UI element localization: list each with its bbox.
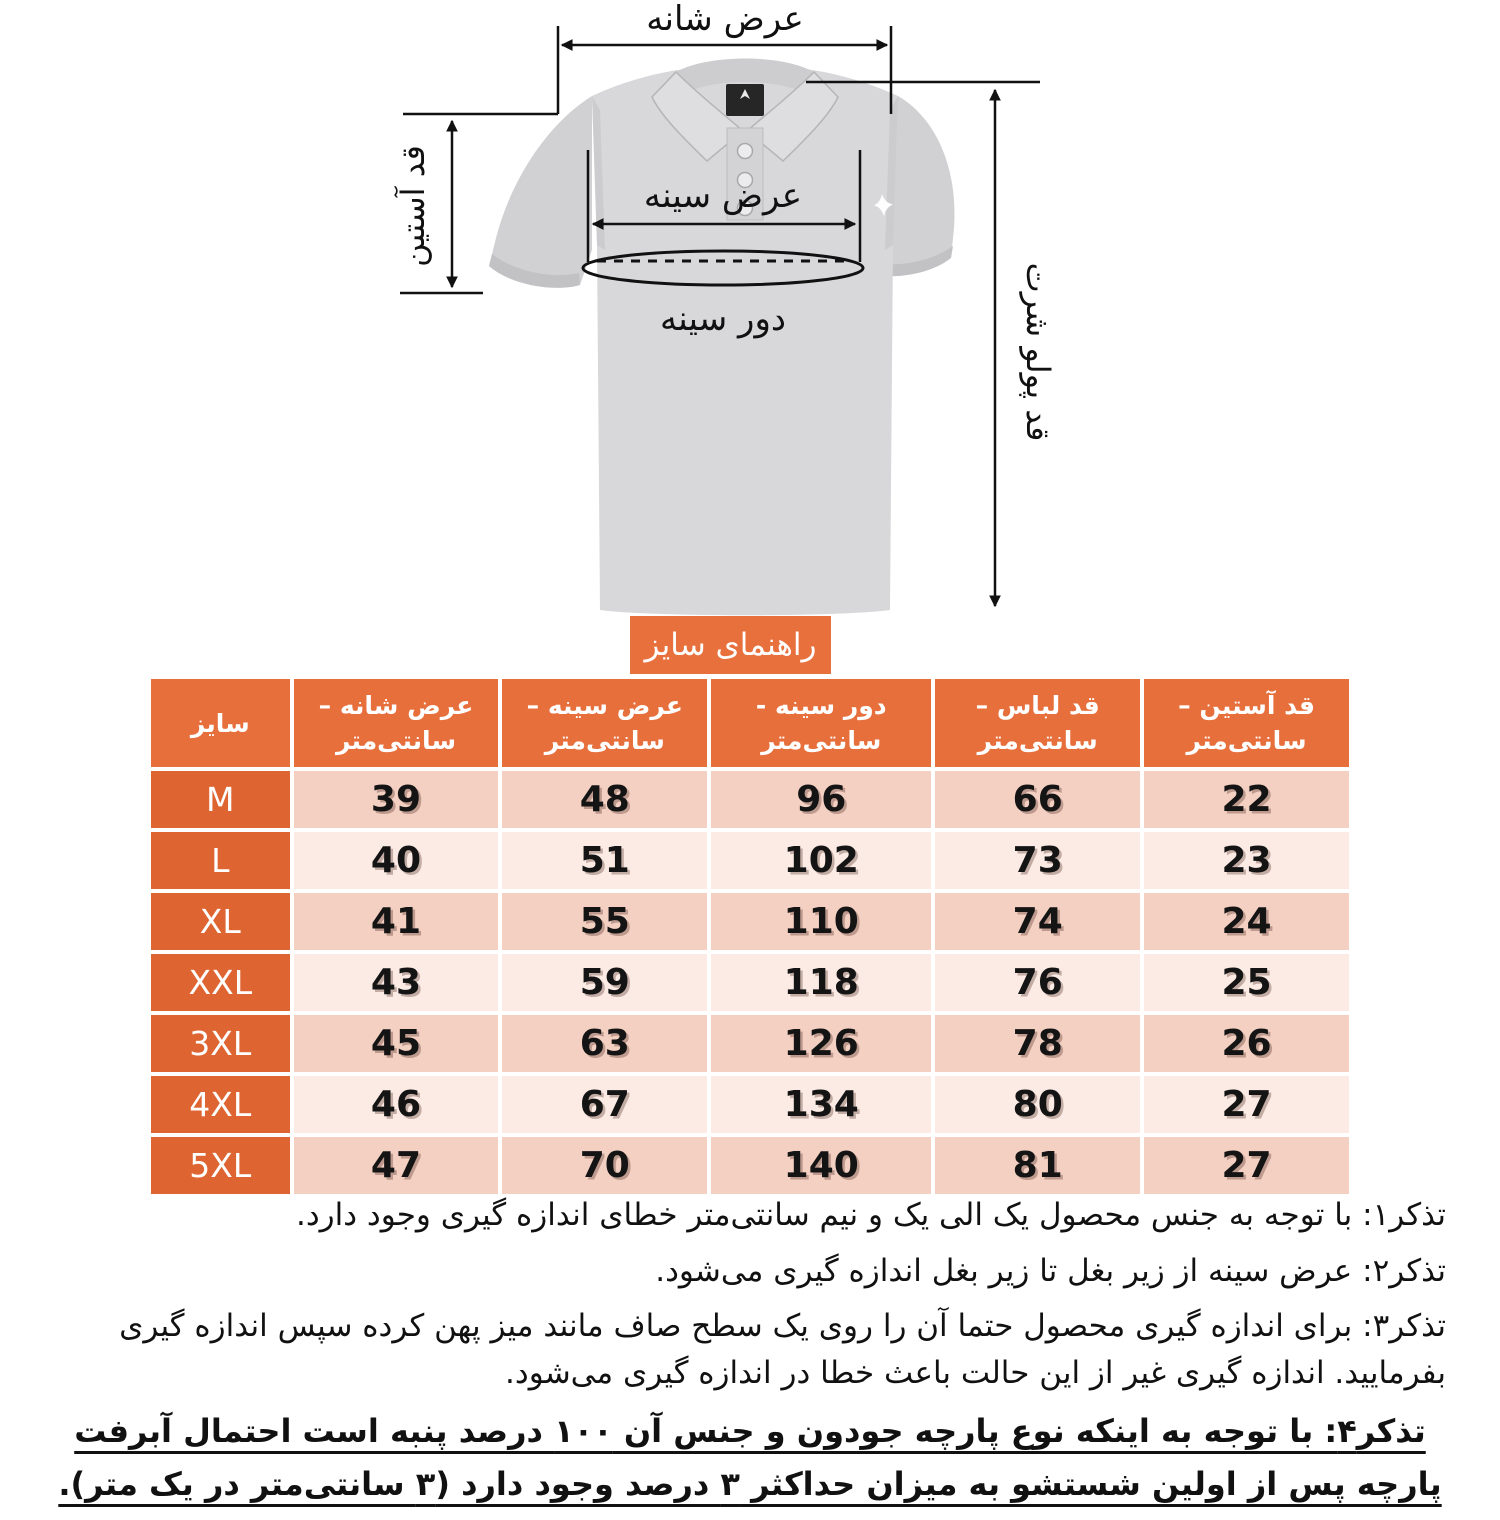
header-chest-circumference: دور سینه - سانتی‌متر [711,679,931,767]
cell-value: 70 [502,1137,707,1194]
brand-label [726,84,764,116]
cell-value: 46 [294,1076,499,1133]
table-row-xxl [151,954,1349,1011]
label-shoulder-width: عرض شانه [646,0,804,39]
cell-value: 134 [711,1076,931,1133]
cell-value: 27 [1144,1076,1349,1133]
cell-value: 26 [1144,1015,1349,1072]
note-2: تذکر۲: عرض سینه از زیر بغل تا زیر بغل اندازه گیری می‌شود. [655,1252,1446,1289]
cell-value: 118 [711,954,931,1011]
cell-value: 66 [935,771,1140,828]
size-label: XXL [151,954,290,1011]
cell-value: 45 [294,1015,499,1072]
cell-value: 27 [1144,1137,1349,1194]
cell-value: 40 [294,832,499,889]
cell-value: 22 [1144,771,1349,828]
size-guide-title [630,616,831,674]
cell-value: 74 [935,893,1140,950]
label-polo-length: قد پولو شرت [1019,262,1057,442]
cell-value: 63 [502,1015,707,1072]
table-row-xl [151,893,1349,950]
size-label: XL [151,893,290,950]
cell-value: 67 [502,1076,707,1133]
label-chest-width: عرض سینه [643,176,803,216]
cell-value: 59 [502,954,707,1011]
table-row-4xl [151,1076,1349,1133]
shirt-illustration [0,0,1500,622]
cell-value: 43 [294,954,499,1011]
table-row-5xl [151,1137,1349,1194]
note-3: تذکر۳: برای اندازه گیری محصول حتما آن را روی یک سطح صاف مانند میز پهن کرده سپس اندازه گیری بفرمایید. اندازه گیری غیر از این حالت باعث خطا در اندازه گیری می‌شود. [119,1308,1446,1391]
label-chest-circumference: دور سینه [659,299,787,339]
cell-value: 55 [502,893,707,950]
cell-value: 41 [294,893,499,950]
cell-value: 81 [935,1137,1140,1194]
size-table-header-row [151,679,1349,767]
note-4: تذکر۴: با توجه به اینکه نوع پارچه جودون و جنس آن ۱۰۰ درصد پنبه است احتمال آبرفت پارچه پس از اولین شستشو به میزان حداکثر ۳ درصد وجود دارد (۳ سانتی‌متر در یک متر). [58,1412,1442,1503]
table-row-m [151,771,1349,828]
size-label: M [151,771,290,828]
size-label: 5XL [151,1137,290,1194]
note-1: تذکر۱: با توجه به جنس محصول یک الی یک و نیم سانتی‌متر خطای اندازه گیری وجود دارد. [295,1197,1446,1233]
shirt-measurement-figure [0,0,1500,622]
cell-value: 140 [711,1137,931,1194]
size-label: L [151,832,290,889]
cell-value: 23 [1144,832,1349,889]
cell-value: 24 [1144,893,1349,950]
table-row-3xl [151,1015,1349,1072]
cell-value: 110 [711,893,931,950]
cell-value: 73 [935,832,1140,889]
cell-value: 126 [711,1015,931,1072]
cell-value: 96 [711,771,931,828]
cell-value: 48 [502,771,707,828]
size-label: 4XL [151,1076,290,1133]
header-garment-length: قد لباس – سانتی‌متر [935,679,1140,767]
button [738,144,753,159]
size-guide-title-text: راهنمای سایز [644,627,817,663]
header-size: سایز [151,679,290,767]
cell-value: 39 [294,771,499,828]
cell-value: 47 [294,1137,499,1194]
header-chest-width: عرض سینه – سانتی‌متر [502,679,707,767]
cell-value: 76 [935,954,1140,1011]
size-table [147,675,1353,1198]
cell-value: 102 [711,832,931,889]
label-sleeve-length: قد آستین [394,145,432,267]
table-row-l [151,832,1349,889]
cell-value: 78 [935,1015,1140,1072]
cell-value: 25 [1144,954,1349,1011]
cell-value: 80 [935,1076,1140,1133]
notes-section [54,1192,1446,1520]
size-label: 3XL [151,1015,290,1072]
cell-value: 51 [502,832,707,889]
header-sleeve-length: قد آستین – سانتی‌متر [1144,679,1349,767]
header-shoulder-width: عرض شانه – سانتی‌متر [294,679,499,767]
